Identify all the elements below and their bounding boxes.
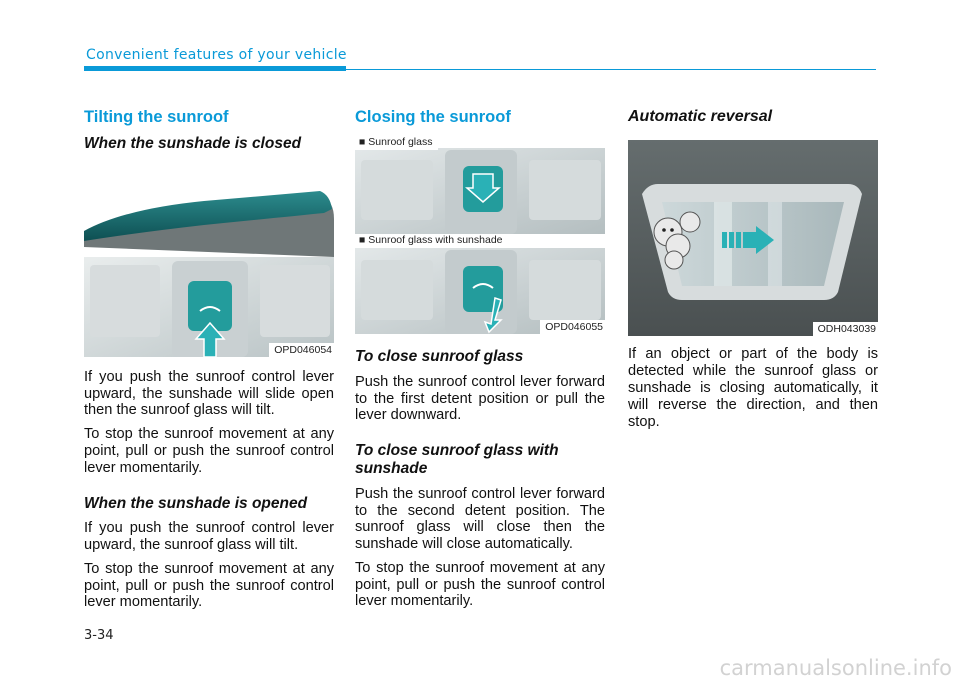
watermark: carmanualsonline.info bbox=[719, 656, 952, 680]
subheading-close-glass-with-sunshade: To close sunroof glass with sunshade bbox=[355, 442, 559, 477]
figure-code: ODH043039 bbox=[813, 322, 878, 336]
column-closing bbox=[355, 108, 605, 617]
figure-code: OPD046054 bbox=[269, 343, 334, 357]
figure-close bbox=[355, 136, 605, 334]
subheading-sunshade-closed: When the sunshade is closed bbox=[84, 135, 302, 152]
heading-automatic-reversal: Automatic reversal bbox=[628, 108, 773, 125]
paragraph: If an object or part of the body is detected while the sunroof glass or sunshade is closing automatically, it will reverse the direction, and then stop. bbox=[628, 346, 878, 430]
header-rule-thick bbox=[84, 66, 346, 71]
paragraph: Push the sunroof control lever forward to the second detent position. The sunroof glass will close then the sunshade will close automatically. bbox=[355, 485, 605, 553]
paragraph: Push the sunroof control lever forward to the first detent position or pull the lever downward. bbox=[355, 373, 605, 424]
page-number: 3-34 bbox=[84, 628, 114, 643]
paragraph: If you push the sunroof control lever upward, the sunroof glass will tilt. bbox=[84, 520, 334, 554]
paragraph: To stop the sunroof movement at any point, pull or push the sunroof control lever momentarily. bbox=[84, 560, 334, 611]
tilt-illustration bbox=[84, 161, 334, 357]
subheading-close-glass: To close sunroof glass bbox=[355, 348, 524, 365]
column-tilting bbox=[84, 108, 334, 618]
caption-sunroof-glass-with-sunshade: ■ Sunroof glass with sunshade bbox=[355, 234, 509, 248]
paragraph: To stop the sunroof movement at any point, pull or push the sunroof control lever momentarily. bbox=[355, 559, 605, 610]
paragraph: If you push the sunroof control lever upward, the sunshade will slide open then the sunroof glass will tilt. bbox=[84, 368, 334, 419]
paragraph: To stop the sunroof movement at any point, pull or push the sunroof control lever momentarily. bbox=[84, 426, 334, 476]
heading-closing: Closing the sunroof bbox=[355, 108, 511, 126]
figure-tilt bbox=[84, 161, 334, 357]
subheading-sunshade-opened: When the sunshade is opened bbox=[84, 494, 308, 512]
figure-reversal bbox=[628, 140, 878, 336]
section-title: Convenient features of your vehicle bbox=[86, 47, 347, 63]
column-reversal bbox=[628, 108, 878, 437]
figure-code: OPD046055 bbox=[540, 320, 605, 334]
caption-sunroof-glass: ■ Sunroof glass bbox=[355, 136, 438, 150]
heading-tilting: Tilting the sunroof bbox=[84, 108, 229, 126]
reversal-illustration bbox=[628, 140, 878, 336]
header-rule-thin bbox=[346, 69, 876, 70]
